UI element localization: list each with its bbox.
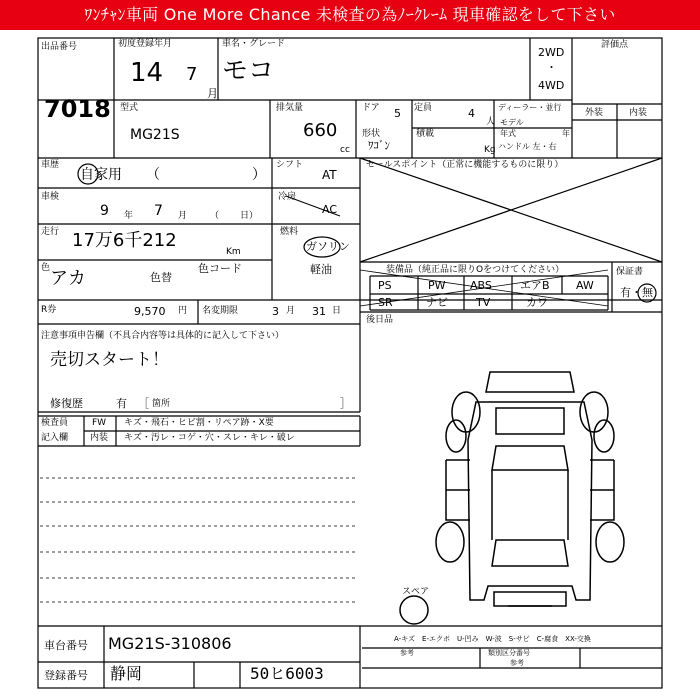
- warranty-value: 有・無: [620, 286, 653, 299]
- repair-bracket-open: ［: [138, 397, 149, 410]
- displacement-unit: cc: [340, 145, 350, 155]
- inspector-label-2: 記入欄: [41, 433, 69, 443]
- recycle-value: 9,570: [134, 305, 166, 318]
- name-change-day: 31: [312, 305, 326, 318]
- mileage-unit: Km: [226, 247, 241, 257]
- load-unit: Kg: [484, 145, 496, 155]
- legend-ref-2: 参考: [510, 659, 524, 667]
- inspection-year: 9: [100, 203, 109, 219]
- name-change-month-unit: 月: [286, 306, 296, 316]
- dealer-label: ディーラー・並行: [498, 103, 562, 112]
- capacity-value: 4: [468, 107, 475, 120]
- lot-number: 7018: [44, 95, 111, 123]
- history-value: 自家用: [80, 167, 122, 183]
- car-name: モコ: [222, 56, 275, 86]
- drive-4wd: 4WD: [538, 79, 565, 92]
- recycle-label: R券: [41, 305, 57, 315]
- notes-text: 売切スタート！: [50, 350, 169, 370]
- plate-label: 登録番号: [44, 669, 88, 682]
- mileage-label: 走行: [41, 227, 60, 237]
- first-reg-year: 14: [130, 58, 164, 88]
- equip-navi: ナビ: [426, 296, 448, 309]
- equip-abs: ABS: [470, 279, 492, 292]
- fuel-label: 燃料: [280, 227, 299, 237]
- grade-interior-label: 内装: [629, 108, 648, 118]
- shift-label: シフト: [276, 160, 304, 170]
- recycle-unit: 円: [178, 306, 188, 316]
- load-label: 積載: [416, 129, 435, 139]
- car-name-label: 車名・グレード: [222, 39, 286, 49]
- name-change-day-unit: 日: [332, 306, 342, 316]
- inspector-int-label: 内装: [90, 433, 109, 443]
- equip-ps: PS: [378, 279, 392, 292]
- equip-airbag: エアB: [520, 279, 550, 292]
- history-label: 車歴: [41, 160, 60, 170]
- inspection-day-open: （: [210, 211, 220, 221]
- inspector-int-text: キズ・汚レ・コゲ・穴・スレ・キレ・破レ: [124, 433, 295, 443]
- shift-value: AT: [322, 168, 337, 182]
- name-change-month: 3: [272, 305, 279, 318]
- notes-label: 注意事項申告欄（不具合内容等は具体的に記入して下さい）: [41, 331, 285, 341]
- legend-similar: 類別区分番号: [488, 649, 530, 657]
- repair-bracket-close: ］: [340, 397, 351, 410]
- equip-leather: カワ: [526, 296, 548, 309]
- inspection-month-unit: 月: [178, 211, 188, 221]
- chassis-label: 車台番号: [44, 639, 88, 652]
- dealer-handle: ハンドル 左・右: [498, 142, 557, 151]
- doors-value: 5: [394, 107, 401, 120]
- sales-point-label: セールスポイント（正常に機能するものに限り）: [366, 160, 564, 170]
- color-code-label: 色コード: [198, 262, 242, 275]
- car-diagram: [400, 372, 624, 624]
- equip-tv: TV: [476, 296, 491, 309]
- color-label: 色: [41, 263, 51, 273]
- grade-exterior-label: 外装: [585, 108, 604, 118]
- history-paren-close: ）: [252, 167, 266, 183]
- aircon-value: AC: [322, 203, 338, 216]
- drive-2wd: 2WD: [538, 46, 565, 59]
- warranty-label: 保証書: [616, 267, 644, 277]
- first-reg-month-unit: 月: [207, 87, 218, 100]
- lot-label: 出品番号: [41, 42, 78, 52]
- retrofit-label: 後日品: [366, 315, 394, 325]
- equip-aw: AW: [576, 279, 594, 292]
- inspection-day-unit: 日）: [240, 211, 259, 221]
- plate-number: 50ヒ6003: [250, 664, 324, 683]
- mileage-value: 17万6千212: [72, 230, 177, 251]
- dealer-year-label: 年式: [500, 129, 516, 138]
- capacity-unit: 人: [486, 117, 496, 127]
- drive-dot: ・: [546, 61, 557, 74]
- color-value: アカ: [50, 268, 86, 289]
- spare-label: スペア: [402, 587, 430, 597]
- equipment-label: 装備品（純正品に限りOをつけてください）: [386, 265, 565, 275]
- fuel-gasoline: ガソリン: [306, 240, 350, 253]
- chassis-value: MG21S-310806: [108, 634, 232, 653]
- shape-value: ﾜｺﾞﾝ: [368, 139, 390, 152]
- dealer-year-unit: 年: [562, 129, 570, 138]
- grade-label: 評価点: [601, 40, 629, 50]
- fuel-diesel: 軽油: [310, 263, 332, 276]
- first-reg-label: 初度登録年月: [118, 39, 173, 49]
- displacement-label: 排気量: [276, 103, 304, 113]
- dealer-model-label: モデル: [500, 118, 524, 127]
- displacement-value: 660: [303, 120, 338, 141]
- damage-legend: A-キズ E-エクボ U-凹み W-波 S-サビ C-腐食 XX-交換: [394, 635, 591, 643]
- repair-label: 修復歴: [50, 397, 83, 410]
- plate-region: 静岡: [110, 664, 143, 683]
- name-change-label: 名変期限: [202, 306, 239, 316]
- inspection-year-unit: 年: [124, 211, 134, 221]
- inspector-fw-text: キズ・飛石・ヒビ割・リペア跡・X要: [124, 418, 274, 428]
- model-label: 型式: [120, 103, 139, 113]
- color-change-label: 色替: [150, 271, 172, 284]
- legend-ref: 参考: [400, 649, 414, 657]
- shape-label: 形状: [362, 129, 381, 139]
- spare-tire: [400, 596, 428, 624]
- capacity-label: 定員: [414, 103, 433, 113]
- inspection-label: 車検: [41, 192, 60, 202]
- aircon-label: 冷房: [278, 192, 297, 202]
- inspector-label-1: 検査員: [41, 418, 69, 428]
- first-reg-month: 7: [186, 64, 198, 85]
- model-value: MG21S: [130, 127, 180, 143]
- equip-sr: SR: [378, 296, 393, 309]
- inspection-month: 7: [154, 203, 163, 219]
- repair-part-label: 箇所: [152, 399, 171, 409]
- banner: ﾜﾝﾁｬﾝ車両 One More Chance 未検査の為ﾉｰｸﾚｰﾑ 現車確認をして下さい: [0, 0, 700, 30]
- inspector-fw-label: FW: [92, 418, 107, 428]
- doors-label: ドア: [362, 103, 380, 113]
- repair-value: 有: [116, 397, 127, 410]
- equip-pw: PW: [428, 279, 446, 292]
- history-paren-open: （: [146, 167, 160, 183]
